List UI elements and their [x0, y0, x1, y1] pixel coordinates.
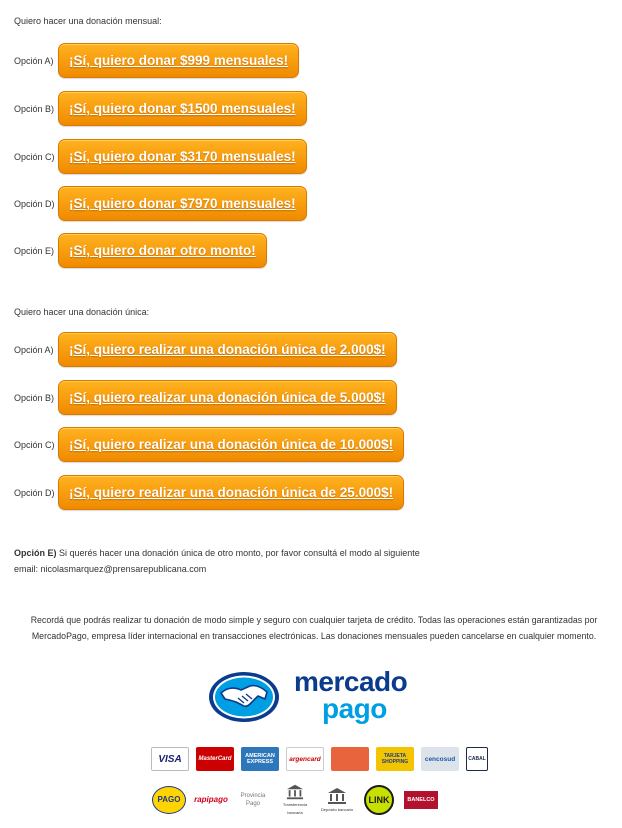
other-amount-prefix: Opción E)	[14, 548, 57, 558]
payment-info-line1: Recordá que podrás realizar tu donación de modo simple y seguro con cualquier tarjeta de crédito. Todas las operaciones están garantizadas por	[30, 615, 598, 625]
generic-card-icon	[331, 747, 369, 771]
card-logos-row	[151, 747, 495, 771]
other-amount-text: Si querés hacer una donación única de otro monto, por favor consultá el modo al siguiente	[59, 548, 420, 558]
pagofacil-icon: PAGO	[150, 783, 188, 817]
option-label: Opción A)	[14, 344, 54, 355]
payment-info-line2: MercadoPago, empresa líder internacional en transacciones electrónicas. Las donaciones mensuales pueden cancelarse en cualquier momento.	[31, 631, 597, 641]
monthly-option-e	[14, 233, 267, 268]
donate-monthly-3170-button[interactable]: ¡Sí, quiero donar $3170 mensuales!	[58, 139, 307, 174]
option-label: Opción D)	[14, 198, 55, 209]
monthly-option-d	[14, 186, 307, 221]
amex-icon: AMERICAN EXPRESS	[241, 747, 279, 771]
payment-info	[14, 612, 614, 644]
monthly-option-c	[14, 139, 307, 174]
logo-word-mercado: mercado	[294, 666, 408, 697]
single-option-b	[14, 380, 397, 415]
donate-monthly-other-button[interactable]: ¡Sí, quiero donar otro monto!	[58, 233, 267, 268]
mastercard-icon: MasterCard	[196, 747, 234, 771]
single-option-c	[14, 427, 404, 462]
donate-single-2000-button[interactable]: ¡Sí, quiero realizar una donación única de 2.000$!	[58, 332, 397, 367]
option-label: Opción B)	[14, 392, 55, 403]
option-label: Opción C)	[14, 439, 55, 450]
donate-monthly-999-button[interactable]: ¡Sí, quiero donar $999 mensuales!	[58, 43, 299, 78]
monthly-donation-title: Quiero hacer una donación mensual:	[14, 16, 162, 26]
argencard-icon: argencard	[286, 747, 324, 771]
option-label: Opción C)	[14, 151, 55, 162]
logo-word-pago: pago	[322, 693, 387, 724]
contact-email[interactable]: email: nicolasmarquez@prensarepublicana.com	[14, 564, 207, 574]
option-label: Opción B)	[14, 103, 55, 114]
single-option-d	[14, 475, 404, 510]
payment-methods-row	[150, 783, 444, 817]
mercadopago-logo	[208, 668, 418, 726]
other-amount-note	[14, 545, 420, 577]
provincia-pago-icon: Provincia Pago	[240, 793, 266, 807]
bank-transfer-icon: Transferencia bancaria	[276, 783, 314, 817]
bank-deposit-icon: Depósito bancario	[318, 783, 356, 817]
option-label: Opción E)	[14, 245, 55, 256]
option-label: Opción D)	[14, 487, 55, 498]
donate-single-10000-button[interactable]: ¡Sí, quiero realizar una donación única de 10.000$!	[58, 427, 404, 462]
donate-single-25000-button[interactable]: ¡Sí, quiero realizar una donación única de 25.000$!	[58, 475, 404, 510]
single-donation-title: Quiero hacer una donación única:	[14, 307, 150, 317]
single-option-a	[14, 332, 397, 367]
option-label: Opción A)	[14, 55, 54, 66]
cabal-icon: CABAL	[466, 747, 488, 771]
cencosud-icon: cencosud	[421, 747, 459, 771]
link-icon: LINK	[360, 783, 398, 817]
monthly-option-b	[14, 91, 307, 126]
rapipago-icon: rapipago	[194, 795, 228, 804]
visa-icon: VISA	[151, 747, 189, 771]
donate-monthly-7970-button[interactable]: ¡Sí, quiero donar $7970 mensuales!	[58, 186, 307, 221]
donate-monthly-1500-button[interactable]: ¡Sí, quiero donar $1500 mensuales!	[58, 91, 307, 126]
monthly-option-a	[14, 43, 299, 78]
banelco-icon: BANELCO	[402, 783, 440, 817]
shopping-card-icon: TARJETA SHOPPING	[376, 747, 414, 771]
donate-single-5000-button[interactable]: ¡Sí, quiero realizar una donación única de 5.000$!	[58, 380, 397, 415]
